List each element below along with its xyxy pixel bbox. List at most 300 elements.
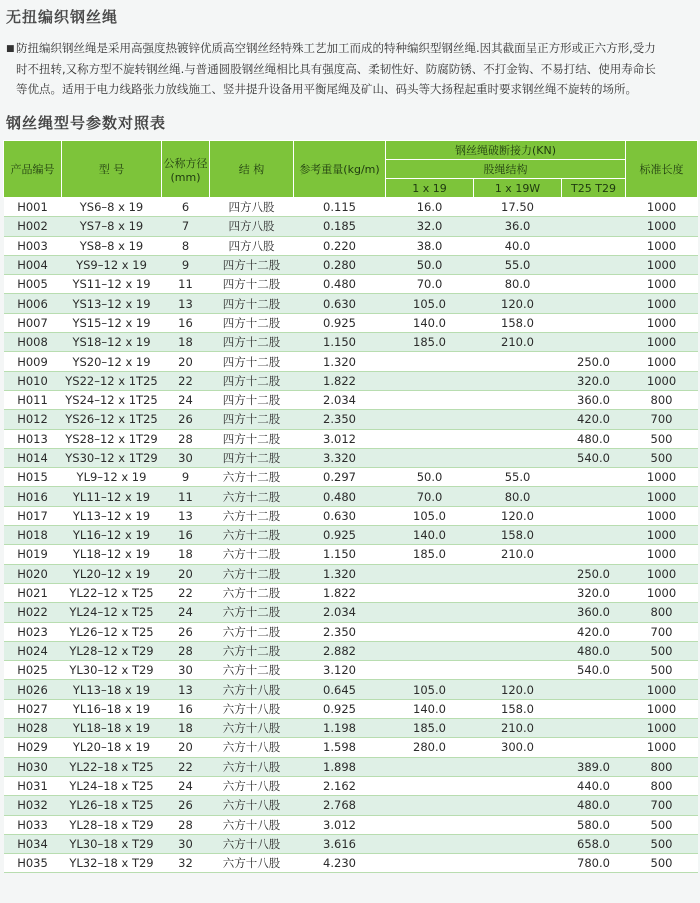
cell-code: H001 <box>4 198 62 217</box>
cell-diameter: 13 <box>162 294 210 313</box>
cell-model: YS9–12 x 19 <box>62 255 162 274</box>
cell-model: YL26–12 x T25 <box>62 622 162 641</box>
cell-diameter: 24 <box>162 390 210 409</box>
description-line-1: ■防扭编织钢丝绳是采用高强度热镀锌优质高空钢丝经特殊工艺加工而成的特种编织型钢丝绳.因其截面呈正方形或正六方形,受力 <box>6 38 694 59</box>
cell-force-1x19w <box>474 448 562 467</box>
cell-structure: 四方十二股 <box>210 410 294 429</box>
cell-diameter: 24 <box>162 776 210 795</box>
cell-force-1x19 <box>386 622 474 641</box>
table-row <box>4 622 698 641</box>
section-title-product: 无扭编织钢丝绳 <box>6 8 119 26</box>
cell-code: H014 <box>4 448 62 467</box>
cell-structure: 六方十八股 <box>210 719 294 738</box>
cell-weight: 0.480 <box>294 275 386 294</box>
cell-force-t25-t29 <box>562 198 626 217</box>
header-structure: 结 构 <box>210 141 294 198</box>
cell-force-1x19 <box>386 352 474 371</box>
cell-model: YL24–18 x T25 <box>62 776 162 795</box>
cell-force-1x19 <box>386 834 474 853</box>
cell-force-t25-t29 <box>562 333 626 352</box>
header-model: 型 号 <box>62 141 162 198</box>
cell-force-1x19: 185.0 <box>386 719 474 738</box>
cell-length: 700 <box>626 796 698 815</box>
cell-force-t25-t29: 580.0 <box>562 815 626 834</box>
cell-force-1x19: 140.0 <box>386 526 474 545</box>
cell-diameter: 13 <box>162 680 210 699</box>
cell-diameter: 28 <box>162 429 210 448</box>
cell-weight: 0.630 <box>294 506 386 525</box>
cell-structure: 四方八股 <box>210 236 294 255</box>
cell-structure: 六方十八股 <box>210 834 294 853</box>
cell-model: YS6–8 x 19 <box>62 198 162 217</box>
cell-force-1x19: 280.0 <box>386 738 474 757</box>
spec-table-body <box>4 198 698 873</box>
cell-force-1x19 <box>386 429 474 448</box>
header-strand-structure: 股绳结构 <box>386 160 626 179</box>
cell-force-t25-t29: 320.0 <box>562 371 626 390</box>
cell-model: YL9–12 x 19 <box>62 468 162 487</box>
cell-length: 1000 <box>626 468 698 487</box>
cell-model: YL30–18 x T29 <box>62 834 162 853</box>
cell-force-1x19: 105.0 <box>386 680 474 699</box>
table-row <box>4 834 698 853</box>
cell-length: 1000 <box>626 294 698 313</box>
cell-force-t25-t29: 440.0 <box>562 776 626 795</box>
cell-force-t25-t29 <box>562 680 626 699</box>
cell-weight: 0.220 <box>294 236 386 255</box>
cell-weight: 3.320 <box>294 448 386 467</box>
cell-diameter: 9 <box>162 255 210 274</box>
cell-force-1x19w: 120.0 <box>474 294 562 313</box>
cell-weight: 1.150 <box>294 333 386 352</box>
cell-structure: 四方八股 <box>210 198 294 217</box>
cell-code: H025 <box>4 661 62 680</box>
cell-model: YL16–12 x 19 <box>62 526 162 545</box>
cell-force-1x19w <box>474 603 562 622</box>
cell-length: 500 <box>626 429 698 448</box>
cell-length: 1000 <box>626 371 698 390</box>
cell-length: 1000 <box>626 564 698 583</box>
cell-model: YL22–12 x T25 <box>62 583 162 602</box>
table-row <box>4 564 698 583</box>
cell-weight: 1.598 <box>294 738 386 757</box>
table-row <box>4 429 698 448</box>
cell-length: 1000 <box>626 506 698 525</box>
cell-force-1x19w <box>474 390 562 409</box>
cell-diameter: 16 <box>162 699 210 718</box>
cell-force-t25-t29: 658.0 <box>562 834 626 853</box>
cell-model: YS15–12 x 19 <box>62 313 162 332</box>
cell-force-1x19w: 55.0 <box>474 468 562 487</box>
cell-code: H024 <box>4 641 62 660</box>
cell-force-1x19 <box>386 603 474 622</box>
table-row <box>4 661 698 680</box>
cell-code: H017 <box>4 506 62 525</box>
cell-diameter: 20 <box>162 564 210 583</box>
cell-code: H028 <box>4 719 62 738</box>
cell-force-t25-t29: 540.0 <box>562 661 626 680</box>
cell-structure: 四方八股 <box>210 217 294 236</box>
cell-structure: 六方十二股 <box>210 583 294 602</box>
cell-diameter: 24 <box>162 603 210 622</box>
cell-length: 500 <box>626 834 698 853</box>
cell-length: 1000 <box>626 333 698 352</box>
cell-model: YS13–12 x 19 <box>62 294 162 313</box>
cell-force-1x19w: 158.0 <box>474 526 562 545</box>
cell-length: 1000 <box>626 699 698 718</box>
table-row <box>4 448 698 467</box>
cell-structure: 六方十八股 <box>210 699 294 718</box>
cell-weight: 2.882 <box>294 641 386 660</box>
cell-code: H034 <box>4 834 62 853</box>
cell-length: 500 <box>626 854 698 873</box>
cell-diameter: 30 <box>162 834 210 853</box>
cell-force-t25-t29: 480.0 <box>562 796 626 815</box>
cell-code: H022 <box>4 603 62 622</box>
cell-force-1x19w: 300.0 <box>474 738 562 757</box>
table-row <box>4 545 698 564</box>
cell-weight: 0.645 <box>294 680 386 699</box>
cell-structure: 六方十八股 <box>210 815 294 834</box>
cell-force-1x19: 32.0 <box>386 217 474 236</box>
cell-force-1x19w: 210.0 <box>474 719 562 738</box>
cell-code: H035 <box>4 854 62 873</box>
cell-code: H005 <box>4 275 62 294</box>
cell-code: H004 <box>4 255 62 274</box>
cell-diameter: 8 <box>162 236 210 255</box>
cell-model: YL28–18 x T29 <box>62 815 162 834</box>
cell-code: H027 <box>4 699 62 718</box>
cell-length: 500 <box>626 448 698 467</box>
cell-code: H012 <box>4 410 62 429</box>
cell-model: YS11–12 x 19 <box>62 275 162 294</box>
cell-force-1x19 <box>386 371 474 390</box>
cell-structure: 六方十二股 <box>210 661 294 680</box>
cell-force-t25-t29: 360.0 <box>562 603 626 622</box>
cell-model: YL11–12 x 19 <box>62 487 162 506</box>
cell-length: 500 <box>626 661 698 680</box>
cell-force-1x19 <box>386 583 474 602</box>
cell-structure: 四方十二股 <box>210 255 294 274</box>
table-row <box>4 854 698 873</box>
cell-diameter: 16 <box>162 313 210 332</box>
cell-force-1x19 <box>386 661 474 680</box>
cell-code: H026 <box>4 680 62 699</box>
cell-diameter: 26 <box>162 622 210 641</box>
table-row <box>4 526 698 545</box>
cell-force-t25-t29: 480.0 <box>562 641 626 660</box>
cell-model: YL26–18 x T25 <box>62 796 162 815</box>
cell-model: YL22–18 x T25 <box>62 757 162 776</box>
cell-force-1x19w <box>474 815 562 834</box>
cell-code: H010 <box>4 371 62 390</box>
cell-length: 700 <box>626 622 698 641</box>
cell-structure: 四方十二股 <box>210 371 294 390</box>
cell-force-t25-t29 <box>562 719 626 738</box>
cell-length: 1000 <box>626 487 698 506</box>
cell-length: 1000 <box>626 738 698 757</box>
cell-force-1x19w: 210.0 <box>474 333 562 352</box>
cell-force-1x19w <box>474 410 562 429</box>
cell-code: H015 <box>4 468 62 487</box>
cell-force-1x19w <box>474 776 562 795</box>
cell-code: H016 <box>4 487 62 506</box>
cell-code: H013 <box>4 429 62 448</box>
header-1x19w: 1 x 19W <box>474 179 562 198</box>
cell-force-1x19 <box>386 776 474 795</box>
cell-force-t25-t29 <box>562 313 626 332</box>
cell-diameter: 30 <box>162 448 210 467</box>
cell-force-1x19w: 158.0 <box>474 313 562 332</box>
cell-force-1x19 <box>386 641 474 660</box>
cell-force-1x19w: 55.0 <box>474 255 562 274</box>
cell-model: YL32–18 x T29 <box>62 854 162 873</box>
cell-code: H007 <box>4 313 62 332</box>
cell-diameter: 28 <box>162 815 210 834</box>
cell-model: YL13–12 x 19 <box>62 506 162 525</box>
cell-weight: 0.185 <box>294 217 386 236</box>
cell-force-t25-t29 <box>562 236 626 255</box>
cell-structure: 四方十二股 <box>210 294 294 313</box>
cell-force-1x19: 105.0 <box>386 294 474 313</box>
cell-structure: 四方十二股 <box>210 390 294 409</box>
cell-structure: 四方十二股 <box>210 448 294 467</box>
table-row <box>4 776 698 795</box>
cell-model: YL13–18 x 19 <box>62 680 162 699</box>
table-row <box>4 371 698 390</box>
header-weight: 参考重量(kg/m) <box>294 141 386 198</box>
cell-force-1x19: 38.0 <box>386 236 474 255</box>
table-row <box>4 506 698 525</box>
cell-force-1x19w: 80.0 <box>474 275 562 294</box>
cell-force-1x19w <box>474 622 562 641</box>
description-line-3: 等优点。适用于电力线路张力放线施工、竖井提升设备用平衡尾绳及矿山、码头等大扬程起重时要求钢丝绳不旋转的场所。 <box>16 82 637 96</box>
cell-force-1x19: 50.0 <box>386 255 474 274</box>
cell-code: H023 <box>4 622 62 641</box>
cell-diameter: 11 <box>162 275 210 294</box>
cell-weight: 2.350 <box>294 410 386 429</box>
cell-force-1x19 <box>386 564 474 583</box>
cell-structure: 六方十二股 <box>210 545 294 564</box>
cell-diameter: 32 <box>162 854 210 873</box>
cell-length: 800 <box>626 603 698 622</box>
cell-diameter: 6 <box>162 198 210 217</box>
cell-force-1x19w <box>474 834 562 853</box>
cell-force-t25-t29 <box>562 217 626 236</box>
table-row <box>4 217 698 236</box>
cell-force-1x19 <box>386 390 474 409</box>
cell-force-1x19w: 210.0 <box>474 545 562 564</box>
cell-force-1x19w: 80.0 <box>474 487 562 506</box>
cell-diameter: 20 <box>162 738 210 757</box>
cell-structure: 六方十二股 <box>210 506 294 525</box>
cell-weight: 1.822 <box>294 371 386 390</box>
cell-force-1x19 <box>386 854 474 873</box>
cell-code: H008 <box>4 333 62 352</box>
cell-force-1x19w: 120.0 <box>474 680 562 699</box>
cell-diameter: 9 <box>162 468 210 487</box>
cell-model: YL20–12 x 19 <box>62 564 162 583</box>
cell-diameter: 26 <box>162 796 210 815</box>
table-row <box>4 352 698 371</box>
cell-force-1x19w <box>474 352 562 371</box>
cell-weight: 0.630 <box>294 294 386 313</box>
cell-force-t25-t29: 420.0 <box>562 622 626 641</box>
cell-weight: 3.120 <box>294 661 386 680</box>
cell-length: 500 <box>626 641 698 660</box>
cell-force-1x19: 50.0 <box>386 468 474 487</box>
cell-weight: 1.150 <box>294 545 386 564</box>
cell-force-1x19w: 36.0 <box>474 217 562 236</box>
cell-force-1x19w: 17.50 <box>474 198 562 217</box>
cell-weight: 0.925 <box>294 313 386 332</box>
cell-force-t25-t29 <box>562 738 626 757</box>
cell-code: H002 <box>4 217 62 236</box>
cell-structure: 四方十二股 <box>210 429 294 448</box>
description-line-2: 时不扭转,又称方型不旋转钢丝绳.与普通圆股钢丝绳相比具有强度高、柔韧性好、防腐防锈、不打金钩、不易打结、使用寿命长 <box>16 62 656 76</box>
cell-force-t25-t29: 540.0 <box>562 448 626 467</box>
cell-model: YL20–18 x 19 <box>62 738 162 757</box>
cell-model: YS22–12 x 1T25 <box>62 371 162 390</box>
cell-force-1x19w <box>474 641 562 660</box>
table-row <box>4 294 698 313</box>
cell-diameter: 28 <box>162 641 210 660</box>
cell-force-t25-t29: 389.0 <box>562 757 626 776</box>
cell-force-1x19 <box>386 410 474 429</box>
cell-weight: 1.320 <box>294 564 386 583</box>
spec-table-header <box>4 141 698 198</box>
cell-model: YS8–8 x 19 <box>62 236 162 255</box>
cell-model: YS24–12 x 1T25 <box>62 390 162 409</box>
cell-force-t25-t29 <box>562 526 626 545</box>
cell-weight: 3.012 <box>294 429 386 448</box>
cell-weight: 0.925 <box>294 526 386 545</box>
cell-code: H003 <box>4 236 62 255</box>
cell-force-1x19w <box>474 429 562 448</box>
cell-structure: 六方十八股 <box>210 776 294 795</box>
cell-force-1x19w <box>474 371 562 390</box>
cell-weight: 4.230 <box>294 854 386 873</box>
cell-force-1x19w: 40.0 <box>474 236 562 255</box>
cell-force-t25-t29 <box>562 255 626 274</box>
cell-force-1x19w <box>474 564 562 583</box>
cell-length: 500 <box>626 815 698 834</box>
cell-force-t25-t29: 780.0 <box>562 854 626 873</box>
cell-weight: 0.297 <box>294 468 386 487</box>
cell-length: 1000 <box>626 255 698 274</box>
cell-force-1x19: 185.0 <box>386 333 474 352</box>
cell-weight: 2.034 <box>294 390 386 409</box>
table-row <box>4 333 698 352</box>
product-description <box>6 38 694 99</box>
table-row <box>4 757 698 776</box>
cell-force-1x19w <box>474 757 562 776</box>
cell-weight: 2.162 <box>294 776 386 795</box>
cell-code: H030 <box>4 757 62 776</box>
table-row <box>4 680 698 699</box>
table-row <box>4 796 698 815</box>
table-row <box>4 583 698 602</box>
cell-force-1x19: 16.0 <box>386 198 474 217</box>
cell-diameter: 30 <box>162 661 210 680</box>
cell-model: YL18–18 x 19 <box>62 719 162 738</box>
cell-structure: 六方十八股 <box>210 796 294 815</box>
cell-weight: 1.320 <box>294 352 386 371</box>
table-row <box>4 699 698 718</box>
cell-force-1x19w <box>474 796 562 815</box>
cell-force-1x19 <box>386 448 474 467</box>
cell-structure: 四方十二股 <box>210 333 294 352</box>
cell-structure: 六方十八股 <box>210 854 294 873</box>
cell-length: 1000 <box>626 217 698 236</box>
cell-force-t25-t29: 320.0 <box>562 583 626 602</box>
cell-diameter: 13 <box>162 506 210 525</box>
cell-structure: 六方十二股 <box>210 564 294 583</box>
table-row <box>4 313 698 332</box>
cell-force-1x19w: 120.0 <box>474 506 562 525</box>
spec-table <box>3 140 698 873</box>
table-row <box>4 487 698 506</box>
cell-diameter: 16 <box>162 526 210 545</box>
cell-code: H021 <box>4 583 62 602</box>
cell-structure: 四方十二股 <box>210 352 294 371</box>
cell-force-t25-t29: 360.0 <box>562 390 626 409</box>
cell-code: H019 <box>4 545 62 564</box>
cell-weight: 0.480 <box>294 487 386 506</box>
cell-code: H006 <box>4 294 62 313</box>
cell-model: YL30–12 x T29 <box>62 661 162 680</box>
cell-force-t25-t29: 420.0 <box>562 410 626 429</box>
cell-code: H011 <box>4 390 62 409</box>
cell-length: 1000 <box>626 313 698 332</box>
cell-model: YL16–18 x 19 <box>62 699 162 718</box>
table-row <box>4 603 698 622</box>
header-breaking-force: 钢丝绳破断接力(KN) <box>386 141 626 160</box>
cell-length: 1000 <box>626 275 698 294</box>
cell-weight: 2.768 <box>294 796 386 815</box>
cell-model: YS7–8 x 19 <box>62 217 162 236</box>
bullet-square-icon: ■ <box>6 44 15 54</box>
cell-structure: 六方十八股 <box>210 757 294 776</box>
cell-weight: 2.350 <box>294 622 386 641</box>
cell-length: 800 <box>626 757 698 776</box>
cell-weight: 1.898 <box>294 757 386 776</box>
cell-code: H033 <box>4 815 62 834</box>
cell-force-1x19: 70.0 <box>386 487 474 506</box>
cell-model: YS18–12 x 19 <box>62 333 162 352</box>
cell-code: H009 <box>4 352 62 371</box>
header-length: 标准长度 <box>626 141 698 198</box>
cell-force-t25-t29 <box>562 699 626 718</box>
cell-diameter: 22 <box>162 583 210 602</box>
table-row <box>4 390 698 409</box>
cell-structure: 六方十八股 <box>210 738 294 757</box>
cell-weight: 0.925 <box>294 699 386 718</box>
cell-force-1x19: 105.0 <box>386 506 474 525</box>
cell-length: 1000 <box>626 545 698 564</box>
cell-structure: 六方十二股 <box>210 603 294 622</box>
cell-force-1x19w <box>474 583 562 602</box>
cell-code: H018 <box>4 526 62 545</box>
header-t25-t29: T25 T29 <box>562 179 626 198</box>
cell-weight: 1.822 <box>294 583 386 602</box>
cell-structure: 六方十二股 <box>210 622 294 641</box>
cell-force-1x19w: 158.0 <box>474 699 562 718</box>
cell-length: 800 <box>626 390 698 409</box>
cell-diameter: 18 <box>162 333 210 352</box>
cell-force-t25-t29: 250.0 <box>562 352 626 371</box>
cell-weight: 3.012 <box>294 815 386 834</box>
